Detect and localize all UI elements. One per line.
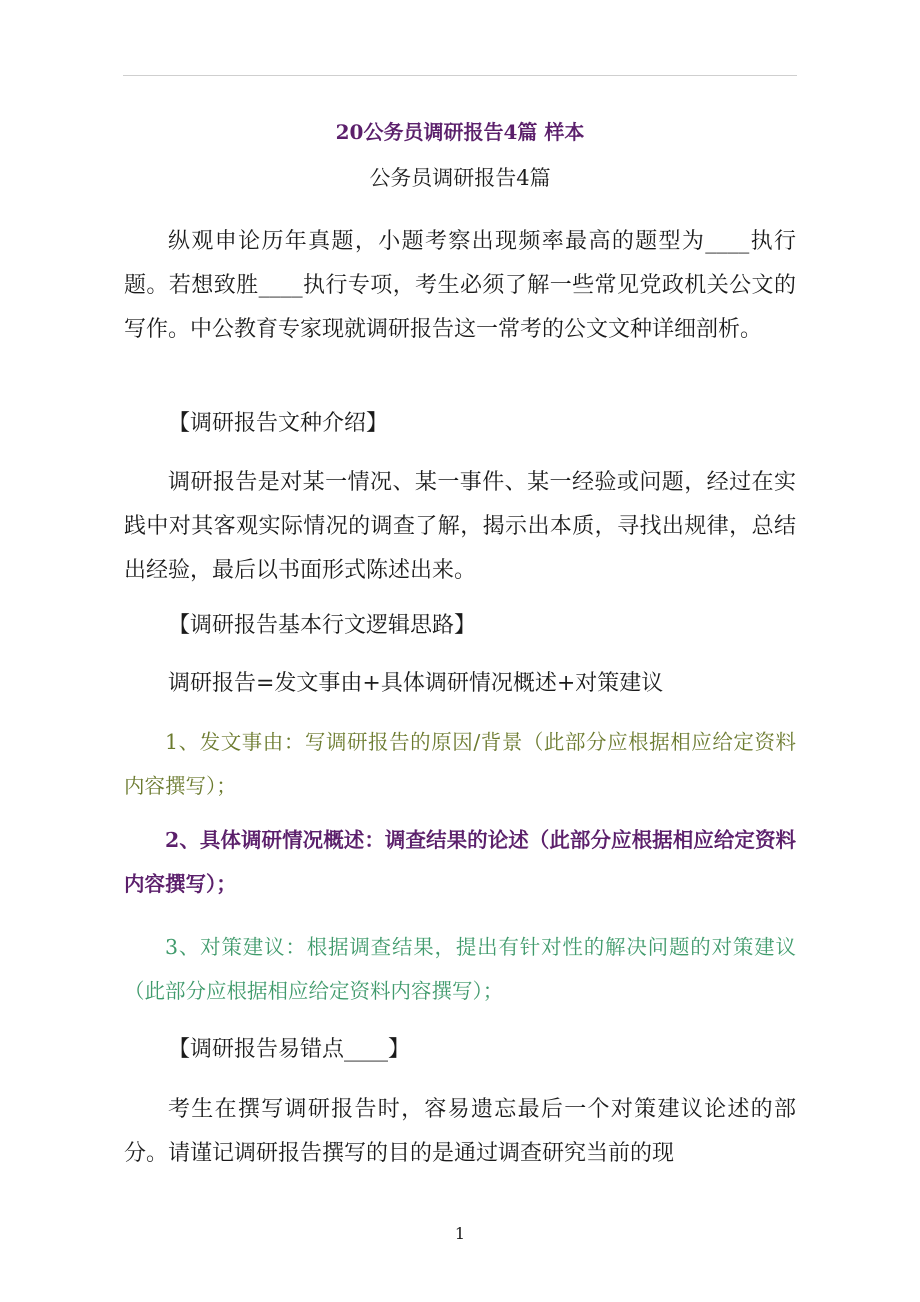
definition-paragraph: 调研报告是对某一情况、某一事件、某一经验或问题，经过在实践中对其客观实际情况的调查了解，揭示出本质，寻找出规律，总结出经验，最后以书面形式陈述出来。 <box>124 470 796 583</box>
section-heading-pitfalls: 【调研报告易错点____】 <box>168 1037 411 1062</box>
section-heading-introduction: 【调研报告文种介绍】 <box>168 411 389 436</box>
point-1-paragraph: 1、发文事由：写调研报告的原因/背景（此部分应根据相应给定资料内容撰写）； <box>124 730 796 798</box>
point-3-paragraph: 3、对策建议：根据调查结果，提出有针对性的解决问题的对策建议（此部分应根据相应给定资料内容撰写）； <box>124 935 796 1003</box>
document-subtitle: 公务员调研报告4篇 <box>369 166 551 190</box>
header-rule <box>123 75 797 76</box>
intro-paragraph: 纵观申论历年真题，小题考察出现频率最高的题型为____执行题。若想致胜____执行专项，考生必须了解一些常见党政机关公文的写作。中公教育专家现就调研报告这一常考的公文文种详细剖析。 <box>124 229 796 342</box>
formula-paragraph: 调研报告=发文事由+具体调研情况概述+对策建议 <box>168 671 664 696</box>
section-heading-logic: 【调研报告基本行文逻辑思路】 <box>168 613 477 638</box>
point-2-paragraph: 2、具体调研情况概述：调查结果的论述（此部分应根据相应给定资料内容撰写）； <box>124 828 796 896</box>
pitfalls-paragraph: 考生在撰写调研报告时，容易遗忘最后一个对策建议论述的部分。请谨记调研报告撰写的目的是通过调查研究当前的现 <box>124 1097 796 1166</box>
document-title: 20公务员调研报告4篇 样本 <box>335 120 585 144</box>
page-number: 1 <box>454 1224 466 1243</box>
